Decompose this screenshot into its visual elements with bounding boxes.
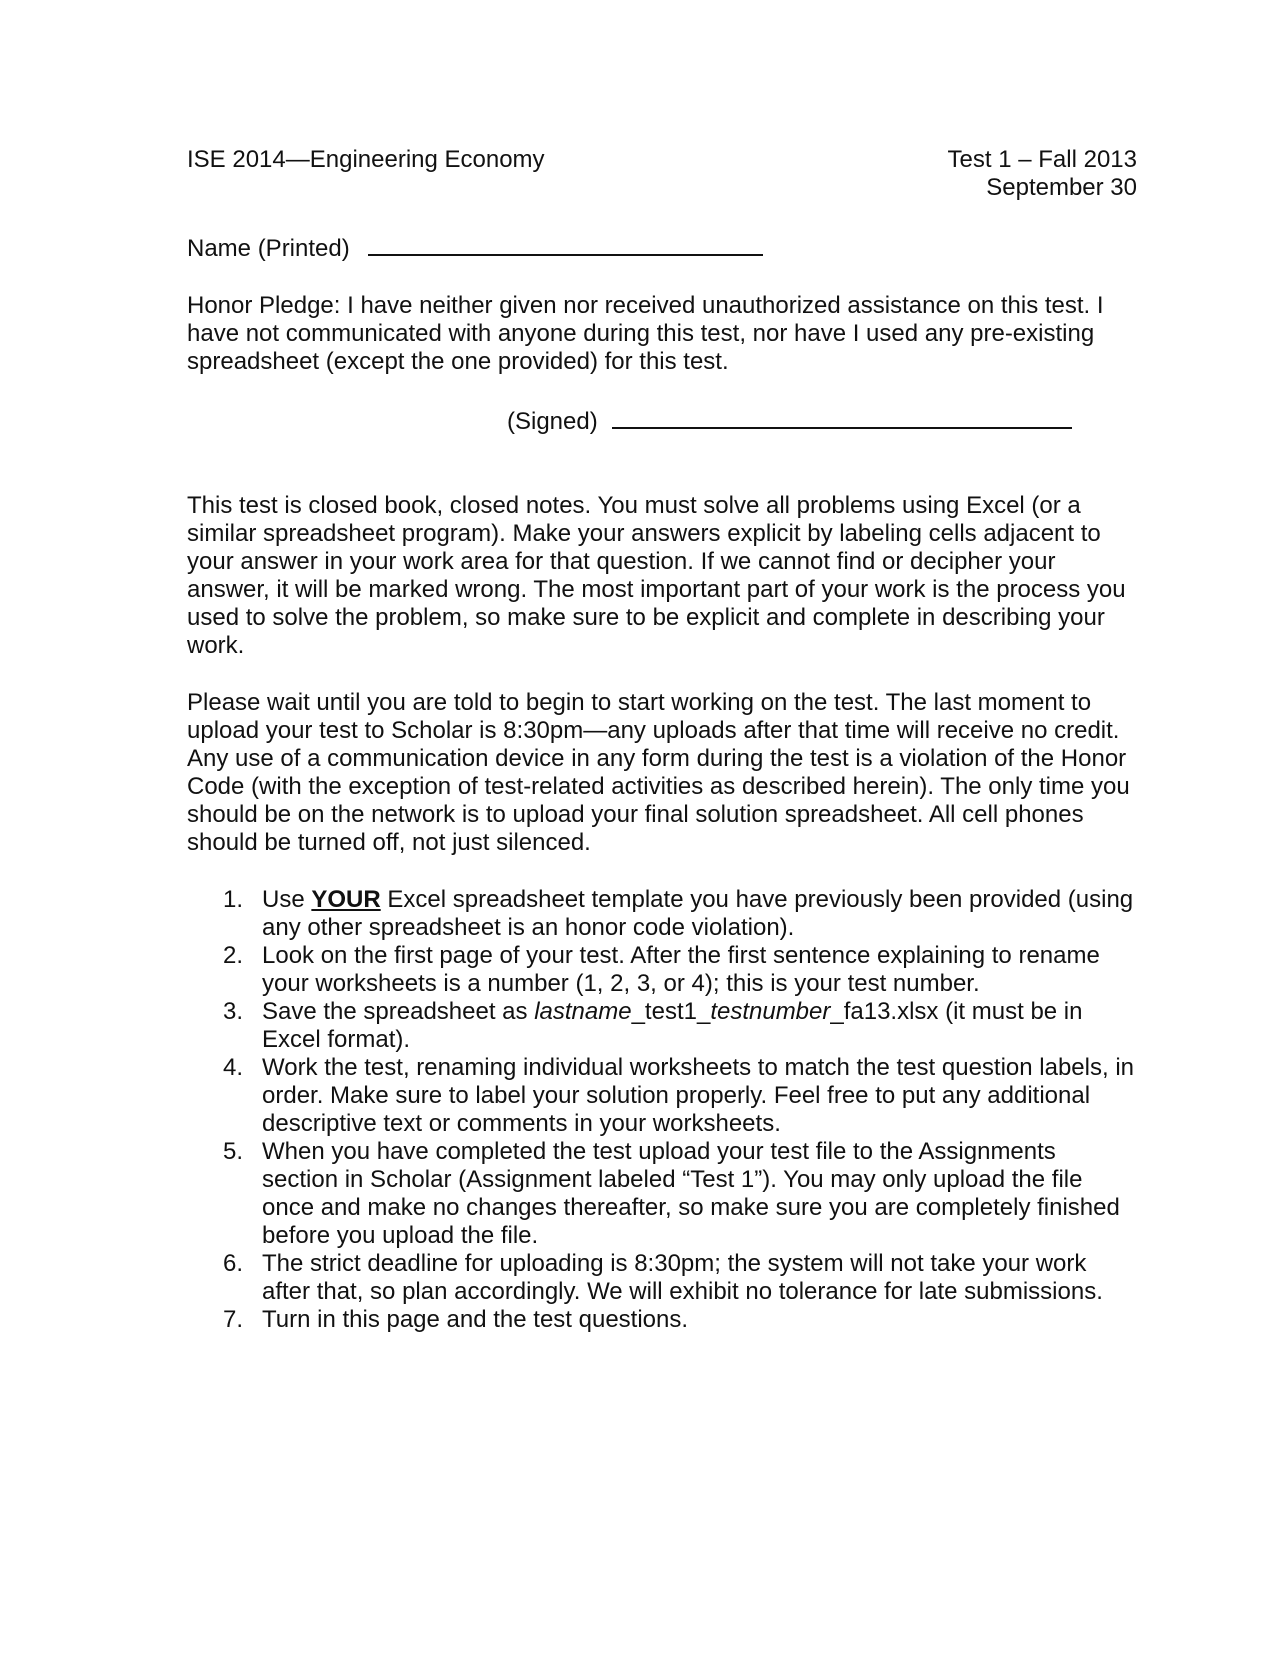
name-blank-line[interactable] [368,232,763,256]
step-text-part: _fa13.xlsx (it must be in Excel format). [262,998,1083,1053]
step-number: 2. [223,942,244,969]
step-text: When you have completed the test upload your test file to the Assignments section in Scholar (Assignment labeled “Test 1”). You may only upload the file once and make no changes thereafter, so make sure you are completely finished before you upload the file. [262,1138,1120,1249]
step-number: 4. [223,1054,244,1081]
list-item [187,886,1137,942]
step-number: 6. [223,1250,244,1277]
name-label: Name (Printed) [187,235,350,262]
list-item [187,1306,1137,1334]
signature-blank-line[interactable] [612,405,1072,429]
page-header [187,146,1137,206]
step-text-part: Excel spreadsheet template you have previously been provided (using any other spreadsheet is an honor code violation). [262,886,1134,941]
step-text: Work the test, renaming individual worksheets to match the test question labels, in order. Make sure to label your solution properly. Feel free to put any additional descriptive text or comments in your worksheets. [262,1054,1135,1137]
signature-row [187,405,1137,436]
course-title: ISE 2014—Engineering Economy [187,146,545,173]
list-item [187,1250,1137,1306]
step-text [262,886,1133,941]
test-date: September 30 [986,174,1137,201]
list-item [187,998,1137,1054]
name-row [187,232,1137,263]
list-item [187,1138,1137,1250]
honor-pledge: Honor Pledge: I have neither given nor received unauthorized assistance on this test. I have not communicated with anyone during this test, nor have I used any pre-existing spreadsheet (except the one provided) for this test. [187,292,1104,375]
step-emphasis: YOUR [311,886,381,913]
test-title: Test 1 – Fall 2013 [947,146,1137,173]
step-text: The strict deadline for uploading is 8:30pm; the system will not take your work after that, so plan accordingly. We will exhibit no tolerance for late submissions. [262,1250,1103,1305]
step-text: Turn in this page and the test questions. [262,1306,689,1333]
step-text [262,998,1082,1053]
step-number: 5. [223,1138,244,1165]
document-page [187,146,1137,1334]
step-number: 1. [223,886,244,913]
step-text-part: Save the spreadsheet as [262,998,535,1025]
instructions-paragraph-2: Please wait until you are told to begin to start working on the test. The last moment to upload your test to Scholar is 8:30pm—any uploads after that time will receive no credit. Any use of a communication device in any form during the test is a violation of the Honor Code (with the exception of test-related activities as described herein). The only time you should be on the network is to upload your final solution spreadsheet. All cell phones should be turned off, not just silenced. [187,689,1130,856]
test-info [948,146,1137,202]
steps-list [187,886,1137,1334]
step-text-part: _test1_ [631,998,711,1025]
step-number: 7. [223,1306,244,1333]
step-number: 3. [223,998,244,1025]
step-italic: testnumber [710,998,831,1025]
step-text: Look on the first page of your test. After the first sentence explaining to rename your worksheets is a number (1, 2, 3, or 4); this is your test number. [262,942,1100,997]
list-item [187,1054,1137,1138]
instructions-paragraph-1: This test is closed book, closed notes. You must solve all problems using Excel (or a similar spreadsheet program). Make your answers explicit by labeling cells adjacent to your answer in your work area for that question. If we cannot find or decipher your answer, it will be marked wrong. The most important part of your work is the process you used to solve the problem, so make sure to be explicit and complete in describing your work. [187,492,1126,659]
step-italic: lastname [534,998,632,1025]
list-item [187,942,1137,998]
step-text-part: Use [262,886,312,913]
signed-label: (Signed) [507,408,598,435]
